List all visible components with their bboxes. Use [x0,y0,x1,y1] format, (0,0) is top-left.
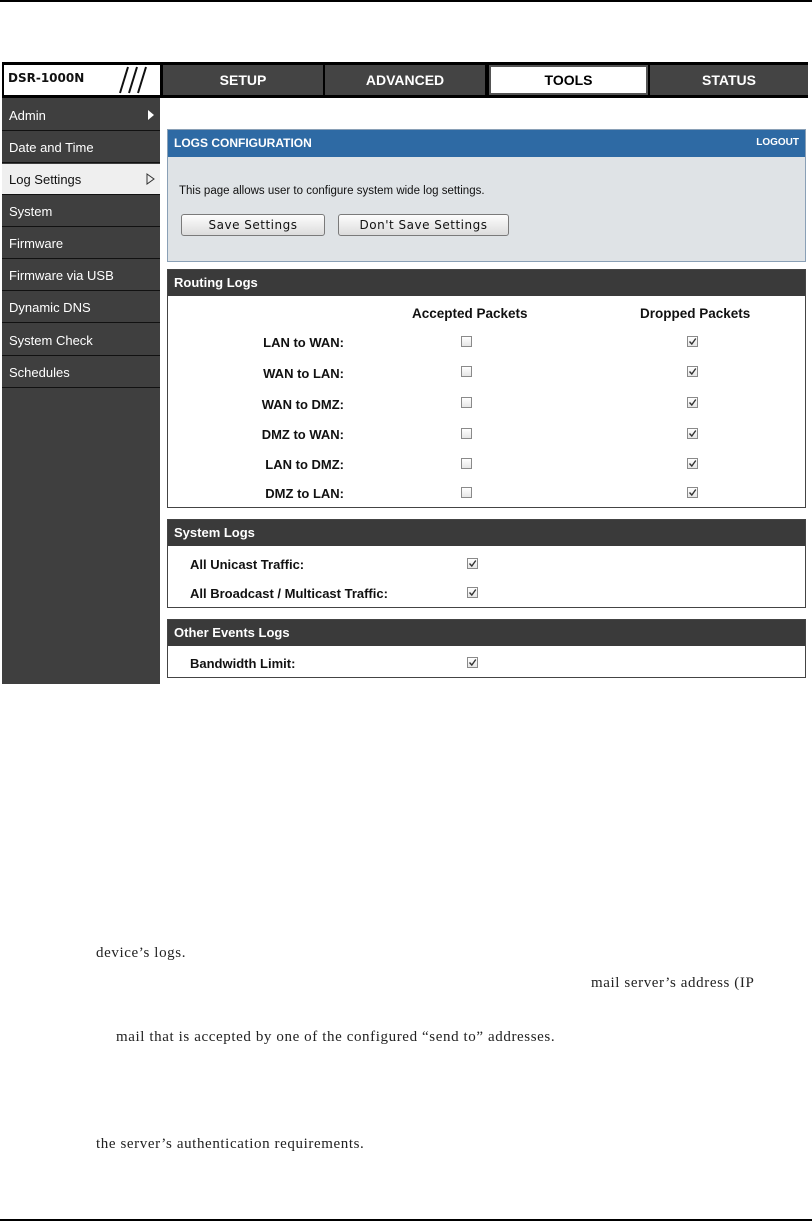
sidebar-item-label: Admin [9,108,46,123]
sidebar-item-label: Firmware via USB [9,268,114,283]
sidebar-item-dynamic-dns[interactable] [2,292,160,323]
row-label-lan-to-wan: LAN to WAN: [263,335,344,350]
selected-arrow-icon [146,173,155,185]
checkmark-icon [468,559,477,568]
sidebar-item-label: Schedules [9,365,70,380]
dmz-to-wan-dropped-checkbox[interactable] [687,428,698,439]
row-label-dmz-to-lan: DMZ to LAN: [265,486,344,501]
doc-line-mail-accepted: mail that is accepted by one of the configured “send to” addresses. [116,1029,556,1045]
doc-line-authentication: the server’s authentication requirements. [96,1136,365,1152]
sidebar-item-firmware[interactable] [2,228,160,259]
panel-header [168,130,805,157]
other-events-logs-section [167,619,806,678]
sidebar-item-schedules[interactable] [2,357,160,388]
sidebar-item-log-settings[interactable] [2,164,160,195]
product-name: DSR-1000N [8,71,85,85]
section-header: Routing Logs [168,270,805,296]
sidebar-item-label: System Check [9,333,93,348]
sidebar-item-label: Firmware [9,236,64,251]
checkmark-icon [688,398,697,407]
wan-to-dmz-accepted-checkbox[interactable] [461,397,472,408]
row-label-lan-to-dmz: LAN to DMZ: [265,457,344,472]
checkmark-icon [688,459,697,468]
checkmark-icon [688,429,697,438]
all-unicast-traffic-checkbox[interactable] [467,558,478,569]
tab-tools[interactable]: TOOLS [489,65,648,95]
sidebar-item-system[interactable] [2,196,160,227]
top-nav [2,62,808,98]
sidebar-item-label: Date and Time [9,140,94,155]
product-logo [4,65,160,95]
sidebar-item-label: Log Settings [9,172,82,187]
page-title: LOGS CONFIGURATION [174,136,312,150]
dmz-to-lan-accepted-checkbox[interactable] [461,487,472,498]
tab-advanced[interactable]: ADVANCED [325,65,487,95]
row-label-dmz-to-wan: DMZ to WAN: [261,427,344,442]
sidebar-item-system-check[interactable] [2,325,160,356]
sidebar-item-date-and-time[interactable] [2,132,160,163]
checkmark-icon [468,588,477,597]
system-logs-section [167,519,806,608]
sidebar-item-label: Dynamic DNS [9,300,91,315]
section-header: System Logs [168,520,805,546]
accepted-packets-header: Accepted Packets [412,306,528,321]
section-header: Other Events Logs [168,620,805,646]
doc-line-mail-server: mail server’s address (IP [591,975,755,991]
submenu-arrow-icon [148,110,154,120]
row-label-wan-to-lan: WAN to LAN: [263,366,344,381]
row-label-wan-to-dmz: WAN to DMZ: [261,397,344,412]
checkmark-icon [688,488,697,497]
routing-logs-section [167,269,806,508]
tab-setup[interactable]: SETUP [163,65,325,95]
tab-status[interactable]: STATUS [650,65,808,95]
lan-to-wan-accepted-checkbox[interactable] [461,336,472,347]
save-settings-button[interactable]: Save Settings [181,214,325,236]
logout-link[interactable]: LOGOUT [756,137,799,148]
wan-to-dmz-dropped-checkbox[interactable] [687,397,698,408]
wan-to-lan-accepted-checkbox[interactable] [461,366,472,377]
checkmark-icon [468,658,477,667]
row-label-all-broadcast-multicast-traffic: All Broadcast / Multicast Traffic: [190,586,388,601]
page-top-rule [0,0,812,2]
lan-to-dmz-dropped-checkbox[interactable] [687,458,698,469]
dropped-packets-header: Dropped Packets [640,306,751,321]
page-description: This page allows user to configure system wide log settings. [179,185,485,197]
doc-line-device-logs: device’s logs. [96,945,187,961]
logo-slashes-icon [112,66,158,94]
all-broadcast-multicast-traffic-checkbox[interactable] [467,587,478,598]
lan-to-wan-dropped-checkbox[interactable] [687,336,698,347]
checkmark-icon [688,367,697,376]
row-label-bandwidth-limit: Bandwidth Limit: [190,656,296,671]
sidebar-item-admin[interactable] [2,100,160,131]
dmz-to-wan-accepted-checkbox[interactable] [461,428,472,439]
sidebar [2,98,160,684]
wan-to-lan-dropped-checkbox[interactable] [687,366,698,377]
page-bottom-rule [0,1219,812,1221]
checkmark-icon [688,337,697,346]
lan-to-dmz-accepted-checkbox[interactable] [461,458,472,469]
dmz-to-lan-dropped-checkbox[interactable] [687,487,698,498]
logs-configuration-panel [167,129,806,262]
dont-save-settings-button[interactable]: Don't Save Settings [338,214,509,236]
sidebar-item-firmware-via-usb[interactable] [2,260,160,291]
bandwidth-limit-checkbox[interactable] [467,657,478,668]
sidebar-item-label: System [9,204,53,219]
row-label-all-unicast-traffic: All Unicast Traffic: [190,557,305,572]
